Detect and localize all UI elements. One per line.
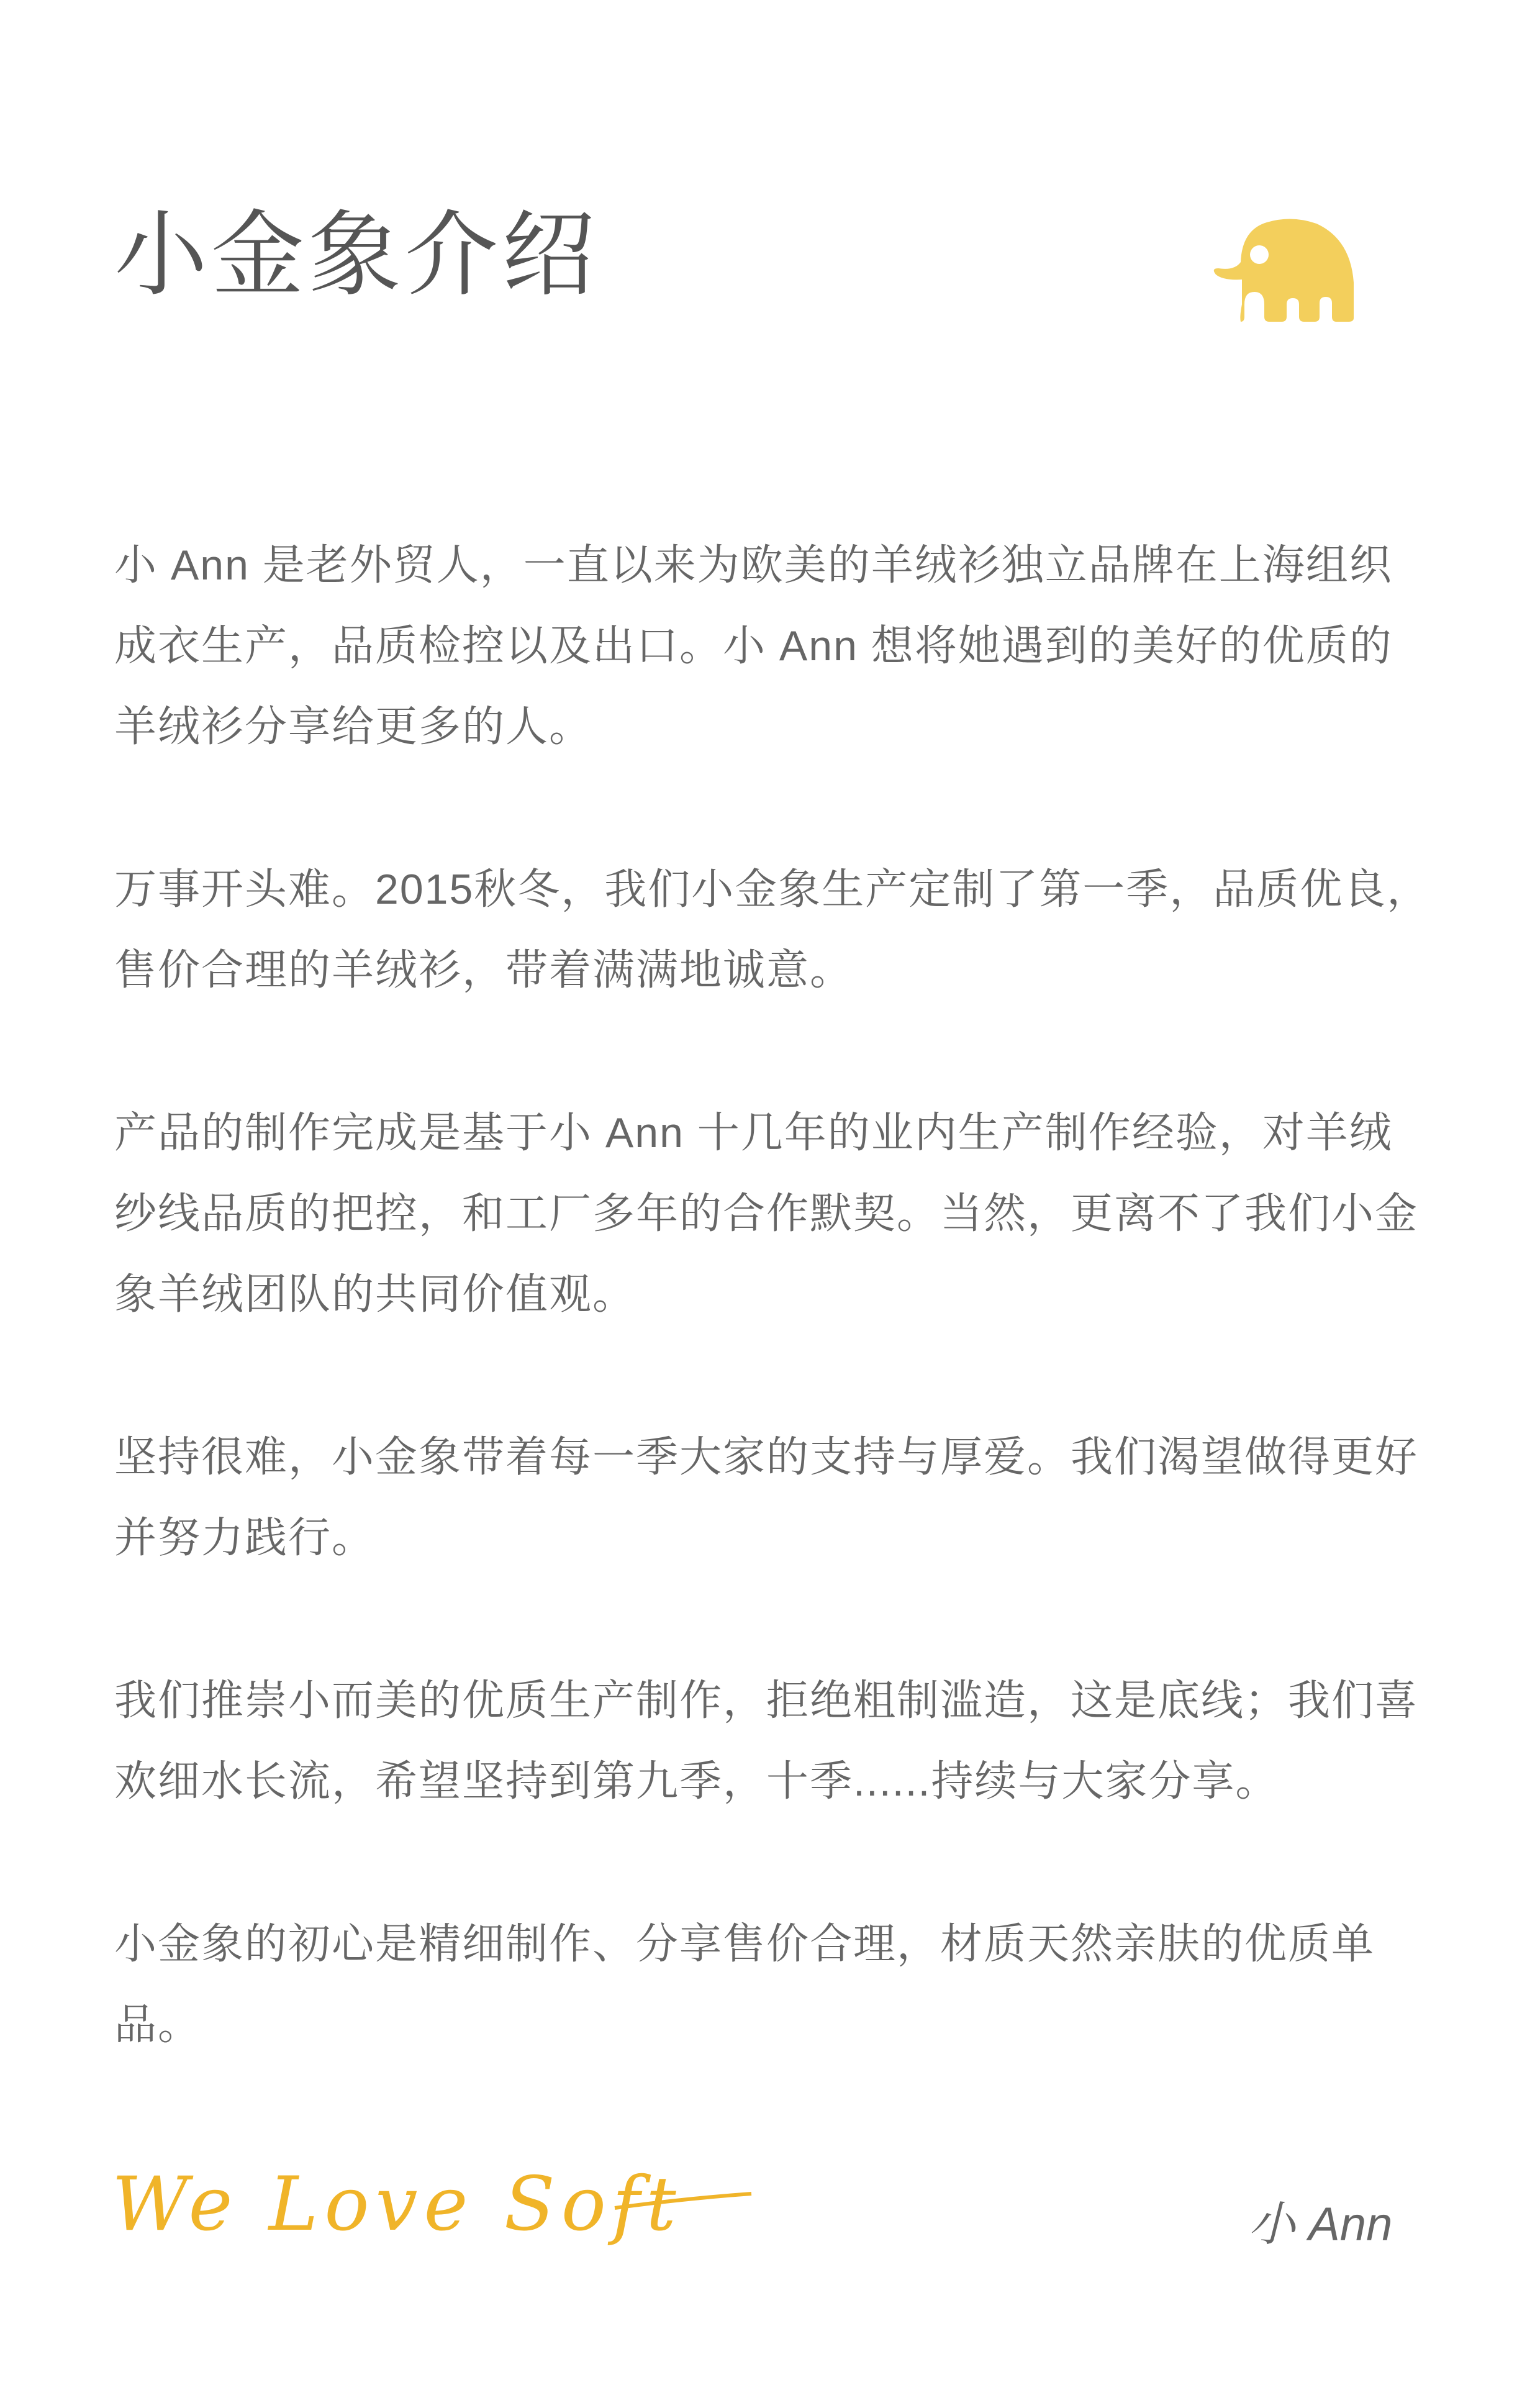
intro-paragraph: 万事开头难。2015秋冬，我们小金象生产定制了第一季，品质优良，售价合理的羊绒衫，带着满满地诚意。 <box>114 866 1431 994</box>
signature-we-love-soft <box>106 2155 789 2255</box>
author-name: 小 Ann <box>1248 2198 1393 2251</box>
intro-paragraph: 小金象的初心是精细制作、分享售价合理，材质天然亲肤的优质单品。 <box>114 1920 1375 2048</box>
intro-paragraph: 坚持很难，小金象带着每一季大家的支持与厚爱。我们渴望做得更好并努力践行。 <box>114 1433 1419 1561</box>
elephant-icon <box>1205 211 1366 323</box>
intro-content <box>114 525 1434 2147</box>
intro-paragraph: 我们推崇小而美的优质生产制作，拒绝粗制滥造，这是底线；我们喜欢细水长流，希望坚持到第九季，十季......持续与大家分享。 <box>114 1677 1419 1805</box>
signature-text: We Love Soft <box>112 2161 682 2248</box>
intro-paragraph: 产品的制作完成是基于小 Ann 十几年的业内生产制作经验，对羊绒纱线品质的把控，和工厂多年的合作默契。当然，更离不了我们小金象羊绒团队的共同价值观。 <box>114 1109 1419 1318</box>
intro-paragraph: 小 Ann 是老外贸人，一直以来为欧美的羊绒衫独立品牌在上海组织成衣生产，品质检控以及出口。小 Ann 想将她遇到的美好的优质的羊绒衫分享给更多的人。 <box>114 542 1393 750</box>
page-title: 小金象介绍 <box>114 202 599 307</box>
